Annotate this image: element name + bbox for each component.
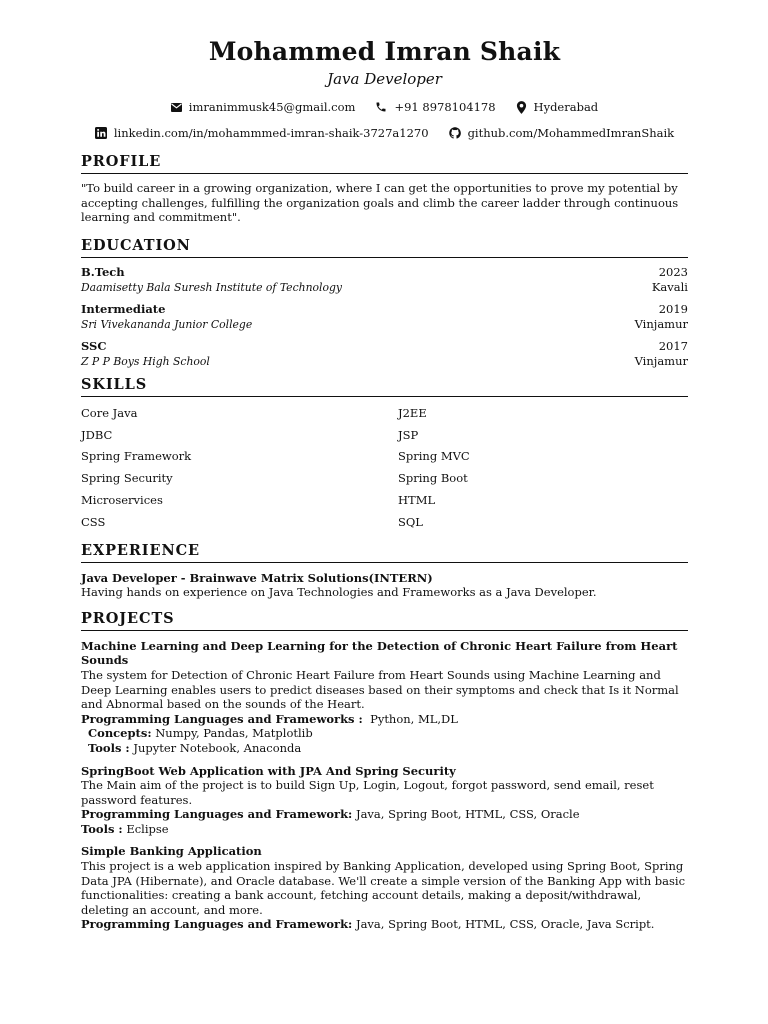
project-description: The system for Detection of Chronic Heart Failure from Heart Sounds using Machine Learning and Deep Learning enables users to predict diseases based on their symptoms and check that Is it Normal and Abnormal based on the sounds of the Heart. <box>81 667 679 712</box>
profile-heading: PROFILE <box>81 153 688 174</box>
phone-text: +91 8978104178 <box>394 100 496 114</box>
education-heading: EDUCATION <box>81 237 688 258</box>
school: Daamisetty Bala Suresh Institute of Technology <box>81 280 342 294</box>
school: Z P P Boys High School <box>81 354 210 368</box>
project-name: Machine Learning and Deep Learning for the Detection of Chronic Heart Failure from Heart Sounds <box>81 638 678 668</box>
skill-item: Spring Framework <box>81 449 192 464</box>
experience-position: Java Developer - Brainwave Matrix Solutions(INTERN) <box>81 570 433 585</box>
tools-label: Tools : <box>88 740 130 755</box>
github-link[interactable] <box>449 125 675 141</box>
skill-item: JSP <box>398 427 419 442</box>
envelope-icon <box>171 103 182 112</box>
skills-grid <box>81 403 688 534</box>
github-icon <box>449 127 461 139</box>
experience-description: Having hands on experience on Java Technologies and Frameworks as a Java Developer. <box>81 585 597 600</box>
languages-value: Java, Spring Boot, HTML, CSS, Oracle <box>355 807 580 822</box>
languages-value: Java, Spring Boot, HTML, CSS, Oracle, Java Script. <box>355 917 655 932</box>
degree: Intermediate <box>81 301 166 316</box>
contact-row-primary <box>81 99 688 115</box>
email-text: imranimmusk45@gmail.com <box>188 100 356 114</box>
project-tools <box>81 822 688 837</box>
place: Kavali <box>651 279 688 294</box>
languages-label: Programming Languages and Framework: <box>81 917 353 932</box>
project-tools <box>81 741 688 756</box>
tools-value: Eclipse <box>126 821 169 836</box>
project-item <box>81 764 688 837</box>
year: 2017 <box>658 338 688 353</box>
skill-item: Spring MVC <box>398 449 470 464</box>
project-languages <box>81 807 688 822</box>
location-text: Hyderabad <box>533 100 599 114</box>
github-text: github.com/MohammedImranShaik <box>467 126 675 140</box>
project-languages <box>81 917 688 932</box>
place: Vinjamur <box>634 353 688 368</box>
skill-item: Spring Boot <box>398 471 468 486</box>
school: Sri Vivekananda Junior College <box>81 317 253 331</box>
candidate-name: Mohammed Imran Shaik <box>208 37 561 66</box>
job-title: Java Developer <box>327 70 442 88</box>
education-list <box>81 265 688 369</box>
education-item <box>81 339 688 369</box>
languages-label: Programming Languages and Frameworks : <box>81 711 363 726</box>
experience-entry <box>81 571 688 600</box>
linkedin-link[interactable] <box>95 125 429 141</box>
skill-item: Core Java <box>81 405 138 420</box>
education-item <box>81 302 688 332</box>
concepts-label: Concepts: <box>88 726 152 741</box>
project-description: The Main aim of the project is to build Sign Up, Login, Logout, forgot password, send email, reset password features. <box>81 778 654 807</box>
location-contact <box>516 99 599 115</box>
map-pin-icon <box>516 101 527 114</box>
projects-heading: PROJECTS <box>81 610 688 631</box>
project-item <box>81 639 688 756</box>
tools-label: Tools : <box>81 821 123 836</box>
year: 2019 <box>658 301 688 316</box>
skill-item: SQL <box>398 514 423 529</box>
degree: SSC <box>81 338 107 353</box>
profile-text: "To build career in a growing organization, where I can get the opportunities to prove my potential by accepting challenges, fulfilling the organization goals and climb the career ladder through continuous learning and commitment". <box>81 181 679 225</box>
skills-heading: SKILLS <box>81 376 688 397</box>
skill-item: J2EE <box>398 405 427 420</box>
linkedin-icon <box>95 127 107 139</box>
skill-item: Microservices <box>81 492 163 507</box>
project-languages <box>81 712 688 727</box>
project-item <box>81 844 688 932</box>
concepts-value: Numpy, Pandas, Matplotlib <box>155 726 313 741</box>
year: 2023 <box>658 264 688 279</box>
experience-heading: EXPERIENCE <box>81 542 688 563</box>
tools-value: Jupyter Notebook, Anaconda <box>133 740 302 755</box>
linkedin-text: linkedin.com/in/mohammmed-imran-shaik-3727a1270 <box>113 126 429 140</box>
phone-icon <box>375 101 387 113</box>
degree: B.Tech <box>81 264 125 279</box>
place: Vinjamur <box>634 316 688 331</box>
skill-item: Spring Security <box>81 471 173 486</box>
skill-item: JDBC <box>81 427 113 442</box>
project-name: SpringBoot Web Application with JPA And Spring Security <box>81 763 456 778</box>
email-contact[interactable] <box>171 99 356 115</box>
phone-contact[interactable] <box>375 99 495 115</box>
languages-label: Programming Languages and Framework: <box>81 807 353 822</box>
project-description: This project is a web application inspired by Banking Application, developed using Spring Boot, Spring Data JPA (Hibernate), and Oracle database. We'll create a simple version of the Banking App with basic functionalities: creating a bank account, fetching account details, making a deposit/withdrawal, deleting an account, and more. <box>81 859 686 917</box>
project-name: Simple Banking Application <box>81 844 262 859</box>
skill-item: CSS <box>81 514 106 529</box>
education-item <box>81 265 688 295</box>
project-concepts <box>81 726 688 741</box>
languages-value: Python, ML,DL <box>370 711 458 726</box>
skill-item: HTML <box>398 492 436 507</box>
contact-row-links <box>81 125 688 141</box>
